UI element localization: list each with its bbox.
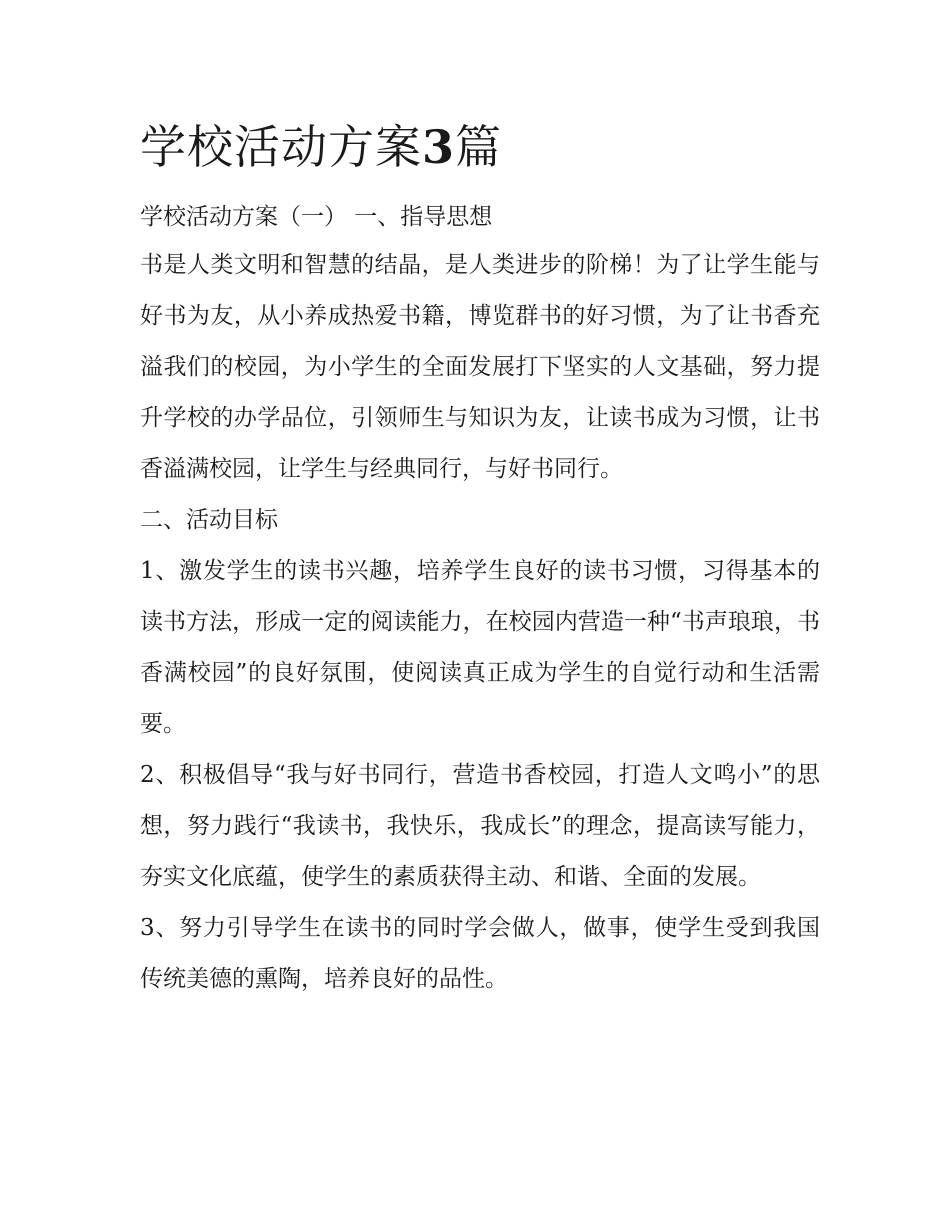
paragraph-goal-3: 3、努力引导学生在读书的同时学会做人，做事，使学生受到我国传统美德的熏陶，培养良好的品性。	[140, 915, 820, 992]
document-page	[140, 112, 820, 1005]
title-text: 学校活动方案	[140, 120, 422, 174]
paragraph-guiding-idea: 书是人类文明和智慧的结晶，是人类进步的阶梯！为了让学生能与好书为友，从小养成热爱书籍，博览群书的好习惯，为了让书香充溢我们的校园，为小学生的全面发展打下坚实的人文基础，努力提升学校的办学品位，引领师生与知识为友，让读书成为习惯，让书香溢满校园，让学生与经典同行，与好书同行。	[140, 252, 820, 482]
title-number: 3	[422, 120, 456, 174]
heading-activity-goals: 二、活动目标	[140, 507, 278, 533]
paragraph-goal-2: 2、积极倡导“我与好书同行，营造书香校园，打造人文鸣小”的思想，努力践行“我读书，我快乐，我成长”的理念，提高读写能力，夯实文化底蕴，使学生的素质获得主动、和谐、全面的发展。	[140, 762, 820, 890]
title-suffix: 篇	[455, 120, 503, 174]
section-heading: 学校活动方案（一） 一、指导思想	[140, 204, 493, 230]
paragraph-goal-1: 1、激发学生的读书兴趣，培养学生良好的读书习惯，习得基本的读书方法，形成一定的阅读能力，在校园内营造一种“书声琅琅，书香满校园”的良好氛围，使阅读真正成为学生的自觉行动和生活需要。	[140, 558, 820, 737]
document-title	[140, 112, 820, 182]
